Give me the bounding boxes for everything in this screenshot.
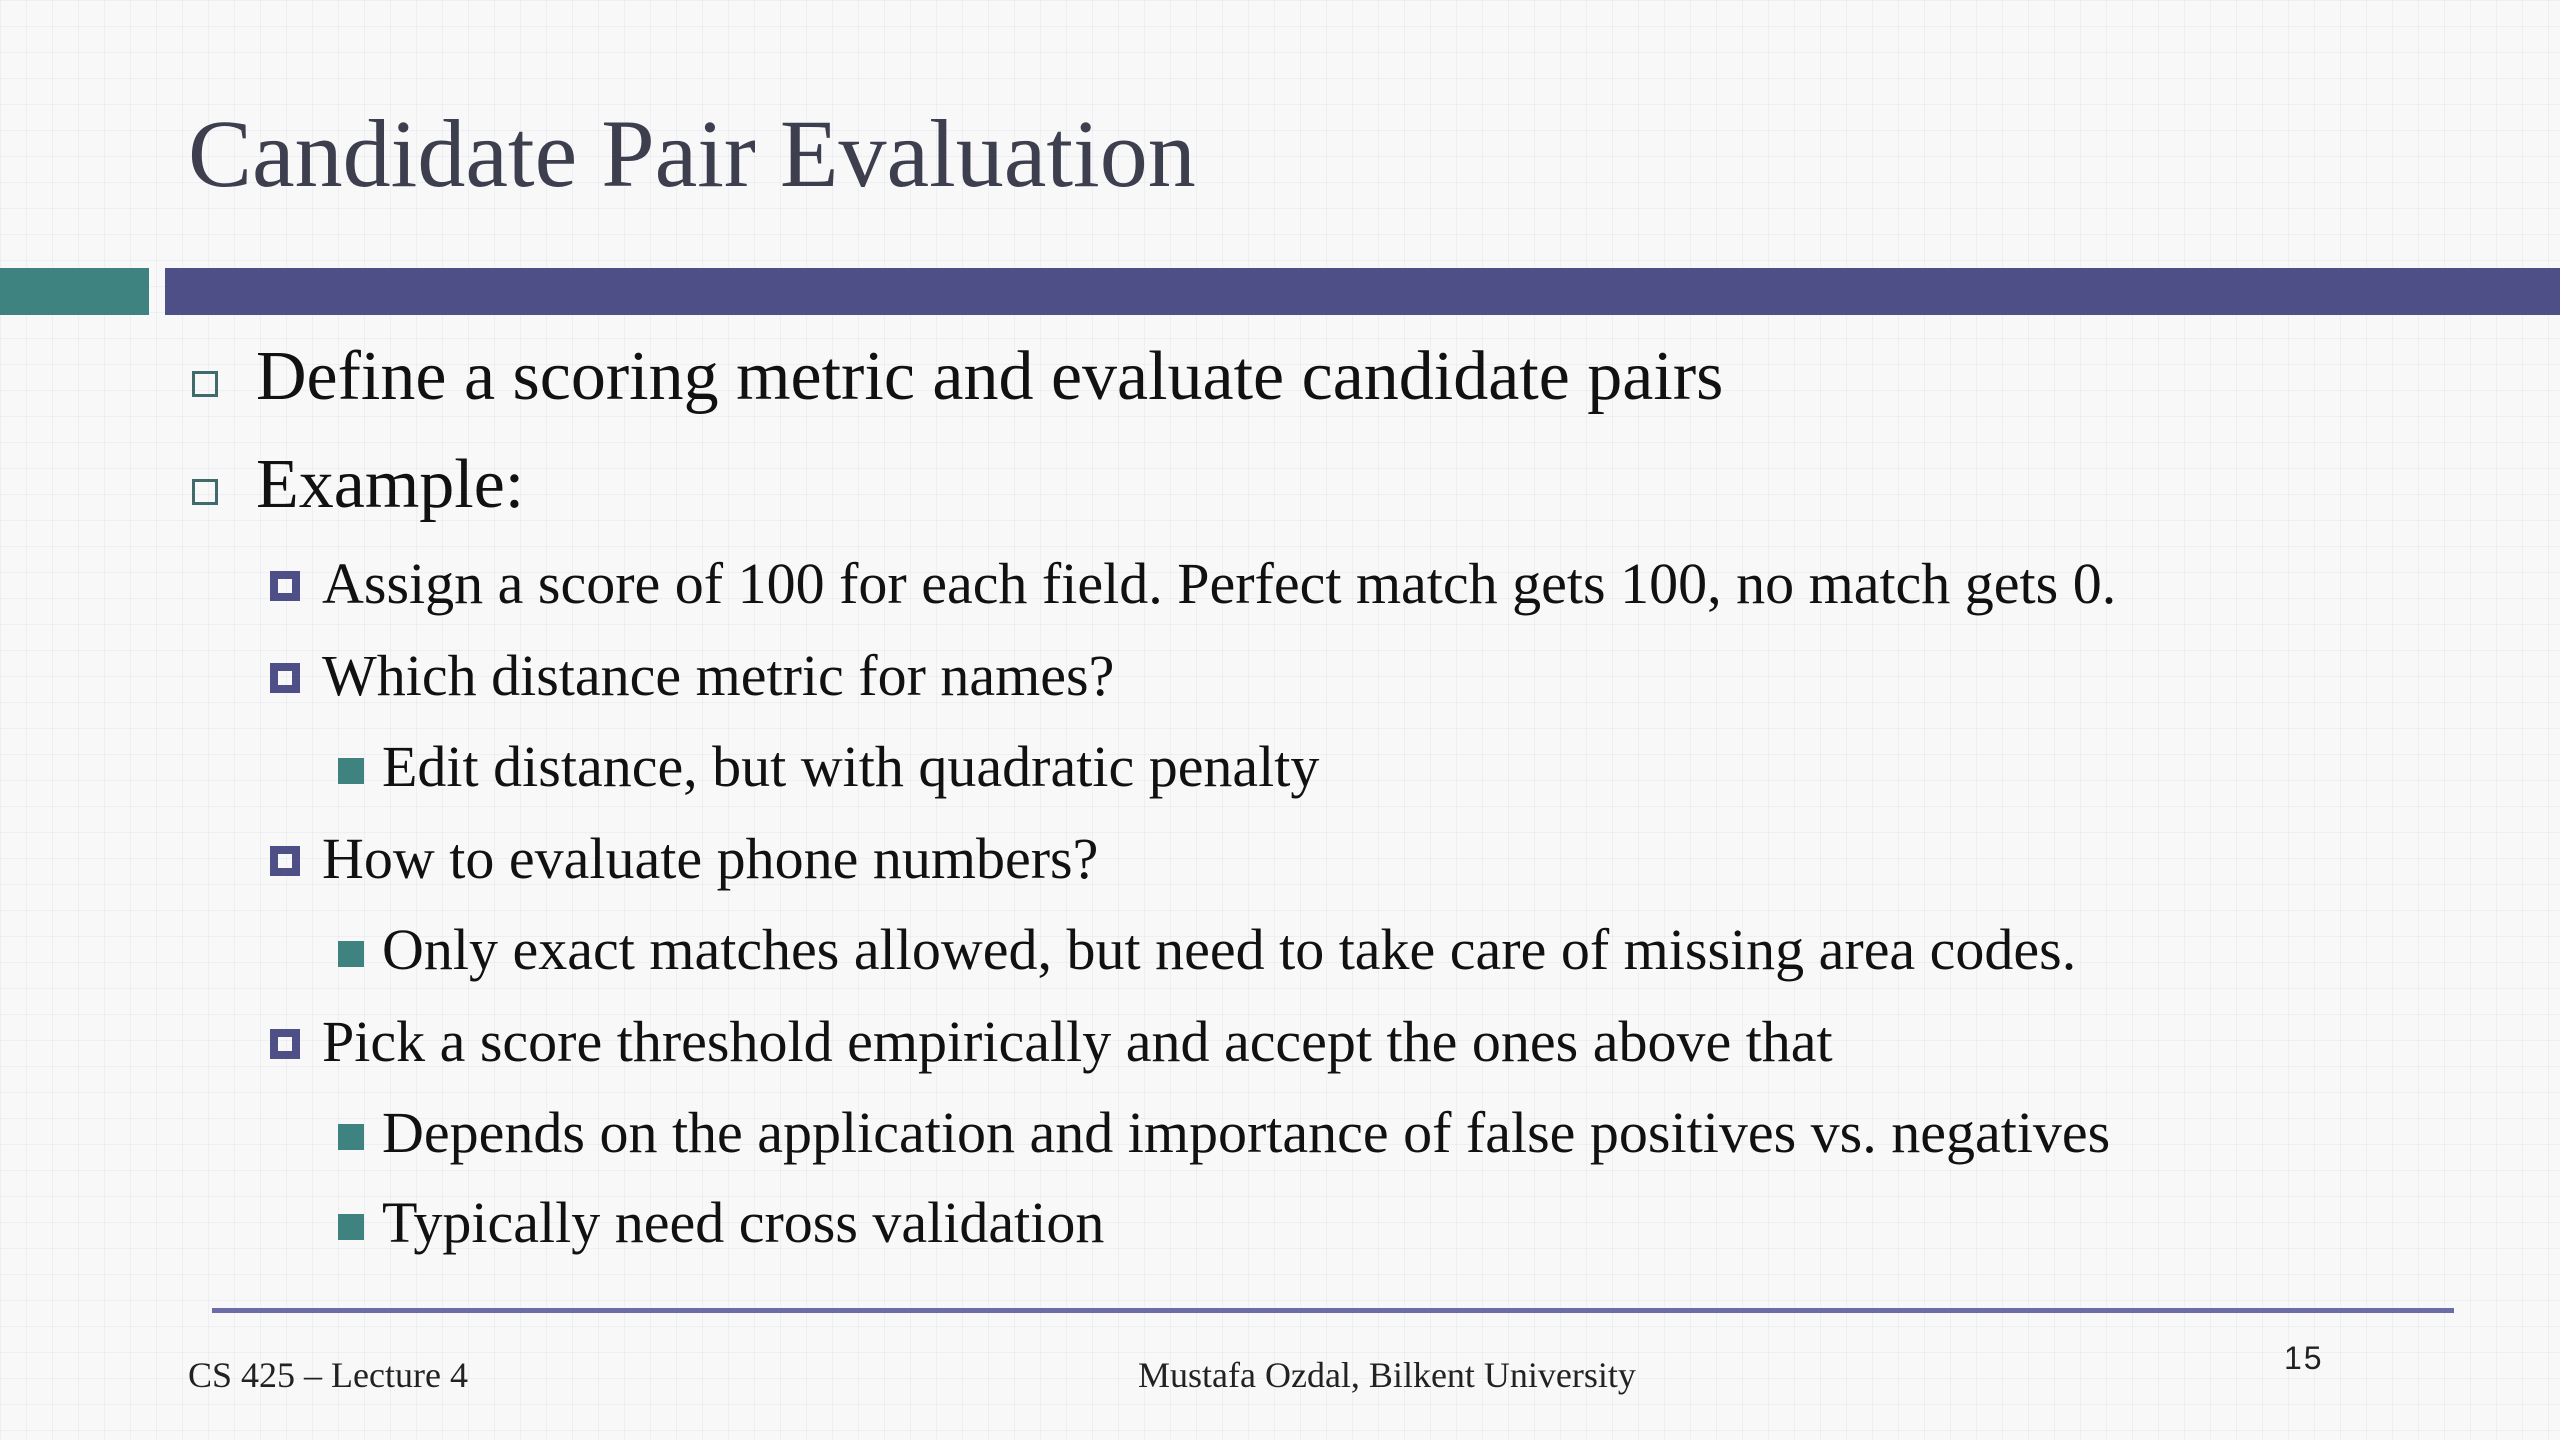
bullet-text: How to evaluate phone numbers?	[322, 826, 1099, 891]
filled-square-bullet-icon	[338, 1124, 364, 1150]
bullet-text: Pick a score threshold empirically and accept the ones above that	[322, 1009, 1833, 1074]
bullet-text: Assign a score of 100 for each field. Perfect match gets 100, no match gets 0.	[322, 551, 2117, 616]
square-outline-bullet-icon	[270, 571, 300, 601]
bullet-text: Typically need cross validation	[382, 1190, 1105, 1255]
bullet-text: Only exact matches allowed, but need to take care of missing area codes.	[382, 917, 2077, 982]
sub-sub-bullet-item	[338, 1100, 2111, 1165]
bullet-item	[192, 338, 1724, 415]
sub-bullet-item	[270, 551, 2117, 616]
bullet-text: Depends on the application and importance of false positives vs. negatives	[382, 1100, 2111, 1165]
bullet-item	[192, 446, 525, 523]
sub-sub-bullet-item	[338, 917, 2077, 982]
title-band-accent-right	[165, 268, 2560, 315]
bullet-text: Example:	[256, 446, 525, 523]
filled-square-bullet-icon	[338, 941, 364, 967]
filled-square-bullet-icon	[338, 758, 364, 784]
bullet-text: Define a scoring metric and evaluate candidate pairs	[256, 338, 1724, 415]
bullet-text: Which distance metric for names?	[322, 643, 1115, 708]
page-number: 15	[2284, 1340, 2324, 1376]
footer-divider	[212, 1308, 2454, 1313]
footer-course: CS 425 – Lecture 4	[188, 1355, 468, 1395]
sub-sub-bullet-item	[338, 1190, 1105, 1255]
sub-bullet-item	[270, 826, 1099, 891]
slide-title: Candidate Pair Evaluation	[188, 100, 1196, 207]
hollow-square-bullet-icon	[192, 479, 218, 505]
square-outline-bullet-icon	[270, 846, 300, 876]
square-outline-bullet-icon	[270, 663, 300, 693]
bullet-text: Edit distance, but with quadratic penalty	[382, 734, 1320, 799]
sub-sub-bullet-item	[338, 734, 1320, 799]
sub-bullet-item	[270, 643, 1115, 708]
footer-author: Mustafa Ozdal, Bilkent University	[1138, 1355, 1636, 1395]
title-band-accent-left	[0, 268, 149, 315]
square-outline-bullet-icon	[270, 1029, 300, 1059]
filled-square-bullet-icon	[338, 1214, 364, 1240]
sub-bullet-item	[270, 1009, 1833, 1074]
hollow-square-bullet-icon	[192, 371, 218, 397]
